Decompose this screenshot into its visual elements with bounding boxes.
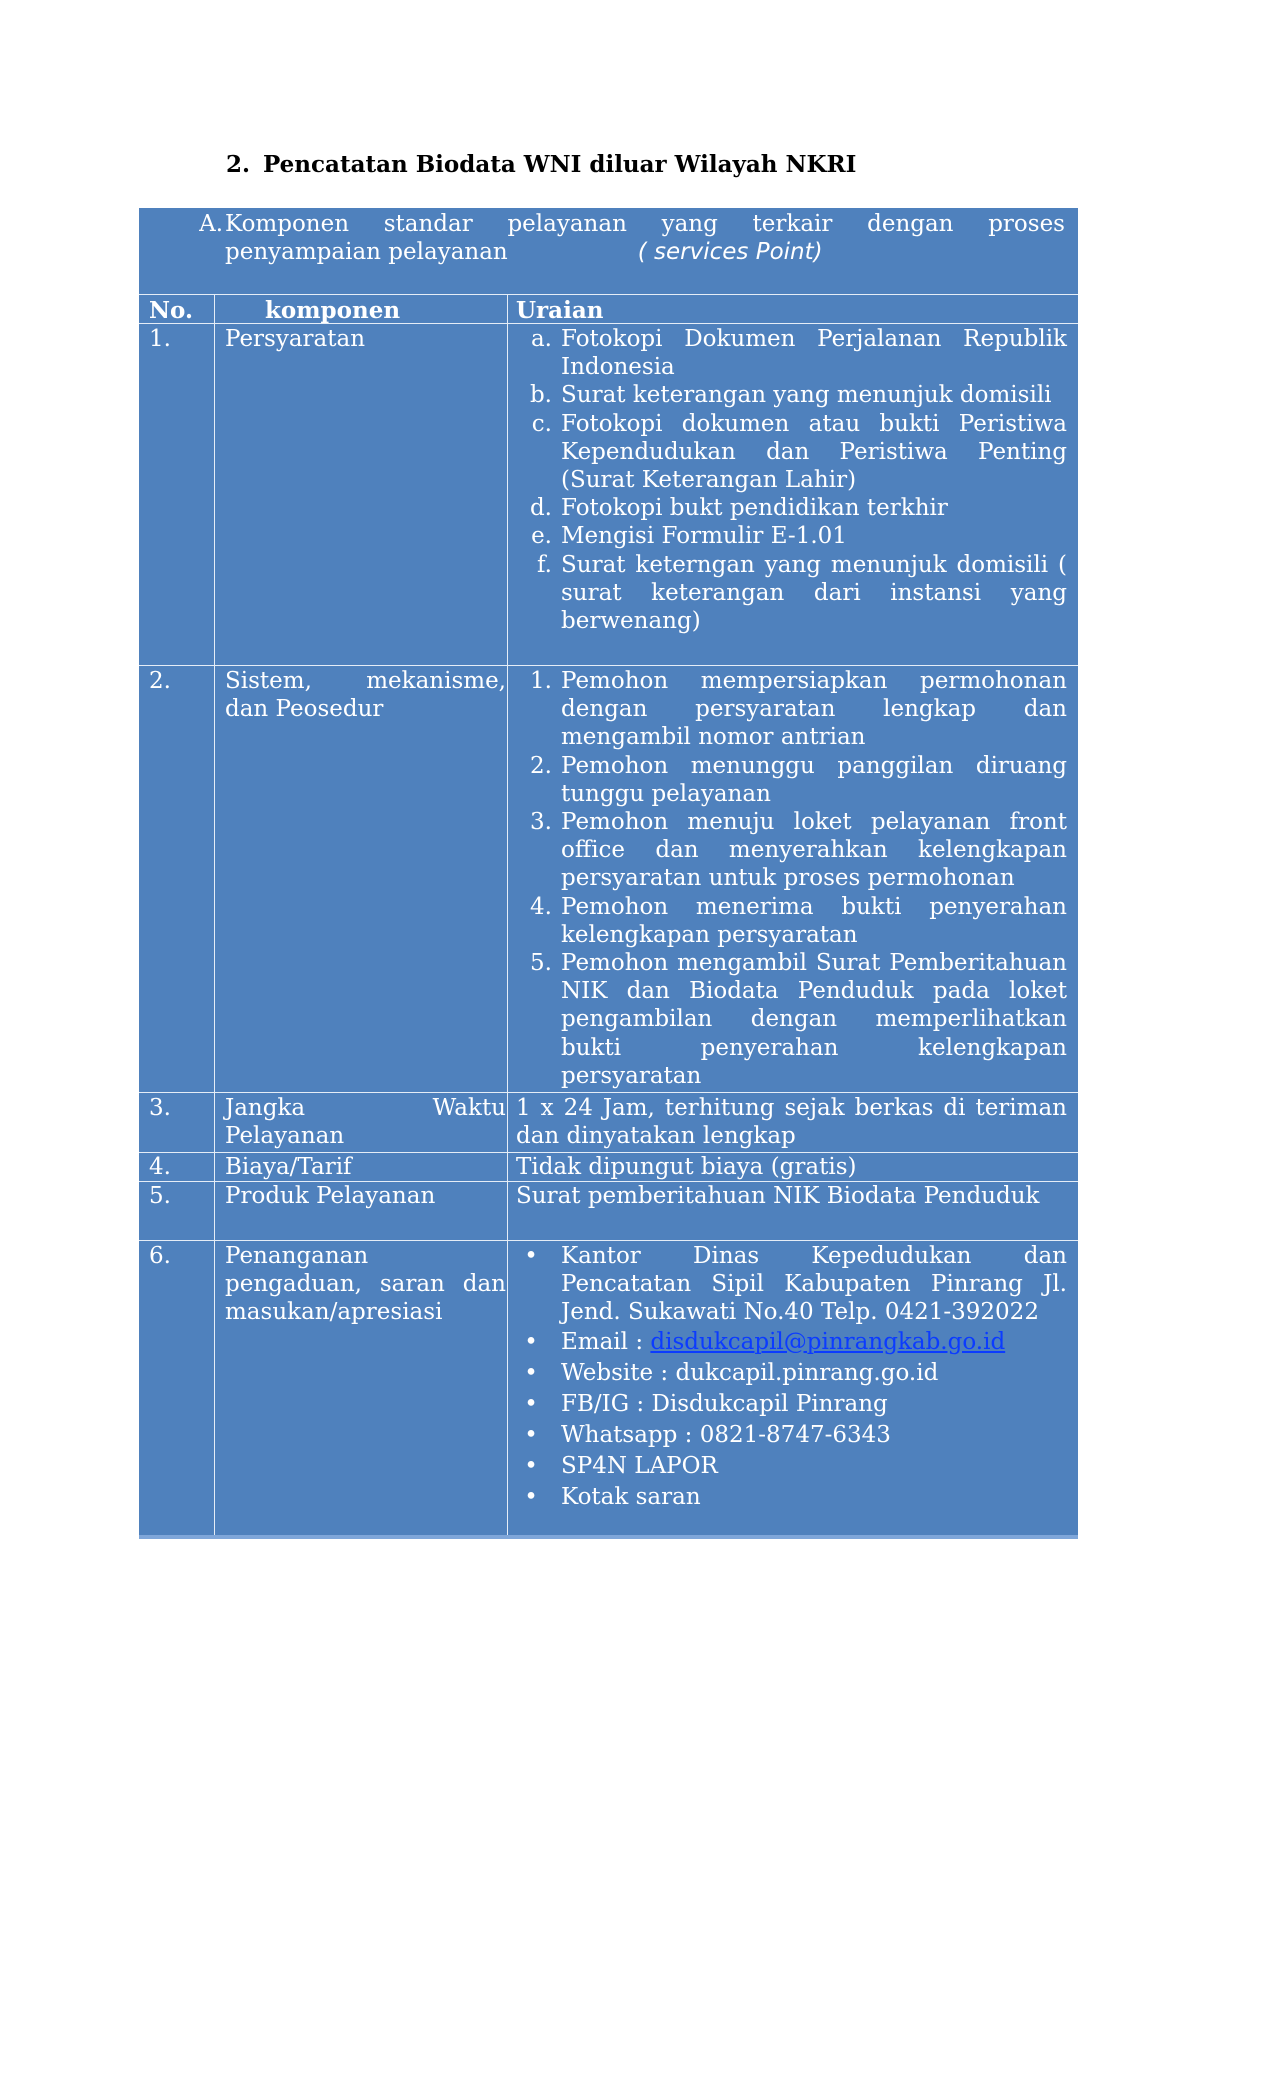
grid-line xyxy=(139,1092,1078,1093)
section-number: 2. xyxy=(226,151,251,178)
intro-line-2 xyxy=(225,238,1065,266)
list-item: 3. Pemohon menuju loket pelayanan front office dan menyerahkan kelengkapan persyaratan untuk proses permohonan xyxy=(530,809,1067,892)
intro-marker: A. xyxy=(199,211,223,237)
list-item: e. Mengisi Formulir E-1.01 xyxy=(531,523,847,550)
intro-text xyxy=(225,210,1065,266)
row-number: 4. xyxy=(149,1154,171,1180)
row-number: 5. xyxy=(149,1183,171,1209)
row-komponen: Jangka Waktu Pelayanan xyxy=(225,1095,506,1150)
row-komponen: Penanganan pengaduan, saran dan masukan/apresiasi xyxy=(225,1243,506,1326)
row-number: 3. xyxy=(149,1095,171,1121)
header-no: No. xyxy=(149,297,193,324)
row-komponen: Produk Pelayanan xyxy=(225,1183,436,1209)
header-uraian: Uraian xyxy=(516,297,604,324)
bullet-icon: • xyxy=(524,1483,538,1510)
list-item: a. Fotokopi Dokumen Perjalanan Republik Indonesia xyxy=(530,326,1067,381)
list-item: 1. Pemohon mempersiapkan permohonan dengan persyaratan lengkap dan mengambil nomor antrian xyxy=(530,668,1067,751)
row-komponen: Biaya/Tarif xyxy=(225,1154,352,1180)
section-title: Pencatatan Biodata WNI diluar Wilayah NKRI xyxy=(263,151,857,178)
section-heading xyxy=(226,151,856,178)
list-item: 4. Pemohon menerima bukti penyerahan kelengkapan persyaratan xyxy=(530,893,1067,948)
requirements-list xyxy=(516,325,1067,635)
list-item: • Website : dukcapil.pinrang.go.id xyxy=(516,1358,1067,1389)
bullet-icon: • xyxy=(524,1328,538,1355)
grid-line xyxy=(139,665,1078,666)
list-item: 5. Pemohon mengambil Surat Pemberitahuan NIK dan Biodata Penduduk pada loket pengambilan dengan memperlihatkan bukti penyerahan kelengkapan persyaratan xyxy=(530,950,1067,1089)
row-number: 1. xyxy=(149,326,171,352)
intro-italic: ( services Point) xyxy=(637,239,823,266)
contact-list xyxy=(516,1242,1067,1513)
bullet-icon: • xyxy=(524,1359,538,1386)
row-uraian: Surat pemberitahuan NIK Biodata Penduduk xyxy=(516,1183,1040,1209)
list-item: d. Fotokopi bukt pendidikan terkhir xyxy=(529,495,948,522)
grid-line xyxy=(139,294,1078,295)
list-item: • Email : disdukcapil@pinrangkab.go.id xyxy=(516,1327,1067,1358)
bullet-icon: • xyxy=(524,1390,538,1417)
header-komponen: komponen xyxy=(264,297,401,324)
row-uraian: 1 x 24 Jam, terhitung sejak berkas di teriman dan dinyatakan lengkap xyxy=(516,1095,1067,1150)
row-number: 2. xyxy=(149,668,171,694)
list-item: • SP4N LAPOR xyxy=(516,1451,1067,1482)
grid-line xyxy=(139,1240,1078,1241)
list-item: • FB/IG : Disdukcapil Pinrang xyxy=(516,1389,1067,1420)
bullet-icon: • xyxy=(524,1243,538,1269)
list-item: c. Fotokopi dokumen atau bukti Peristiwa Kependudukan dan Peristiwa Penting (Surat Keterangan Lahir) xyxy=(531,410,1067,494)
intro-text-2: penyampaian pelayanan xyxy=(225,239,508,266)
grid-line xyxy=(214,294,215,1535)
row-komponen: Sistem, mekanisme, dan Peosedur xyxy=(225,668,506,723)
bullet-icon: • xyxy=(524,1452,538,1479)
list-item: f. Surat keterngan yang menunjuk domisili ( surat keterangan dari instansi yang berwenang) xyxy=(536,551,1067,635)
list-item: • Whatsapp : 0821-8747-6343 xyxy=(516,1420,1067,1451)
row-komponen: Persyaratan xyxy=(225,326,366,352)
grid-line xyxy=(507,294,508,1535)
list-item: 2. Pemohon menunggu panggilan diruang tunggu pelayanan xyxy=(530,752,1067,807)
list-item: • Kantor Dinas Kepedudukan dan Pencatatan Sipil Kabupaten Pinrang Jl. Jend. Sukawati No.40 Telp. 0421-392022 xyxy=(516,1242,1067,1327)
list-item: b. Surat keterangan yang menunjuk domisili xyxy=(529,382,1052,409)
intro-line-1: Komponen standar pelayanan yang terkair dengan proses xyxy=(225,211,1065,237)
list-item: • Kotak saran xyxy=(516,1482,1067,1513)
email-link[interactable]: disdukcapil@pinrangkab.go.id xyxy=(650,1328,1006,1355)
bullet-icon: • xyxy=(524,1421,538,1448)
procedure-list xyxy=(516,667,1067,1090)
row-uraian: Tidak dipungut biaya (gratis) xyxy=(516,1154,857,1180)
service-table xyxy=(139,208,1078,1539)
row-number: 6. xyxy=(149,1243,171,1269)
